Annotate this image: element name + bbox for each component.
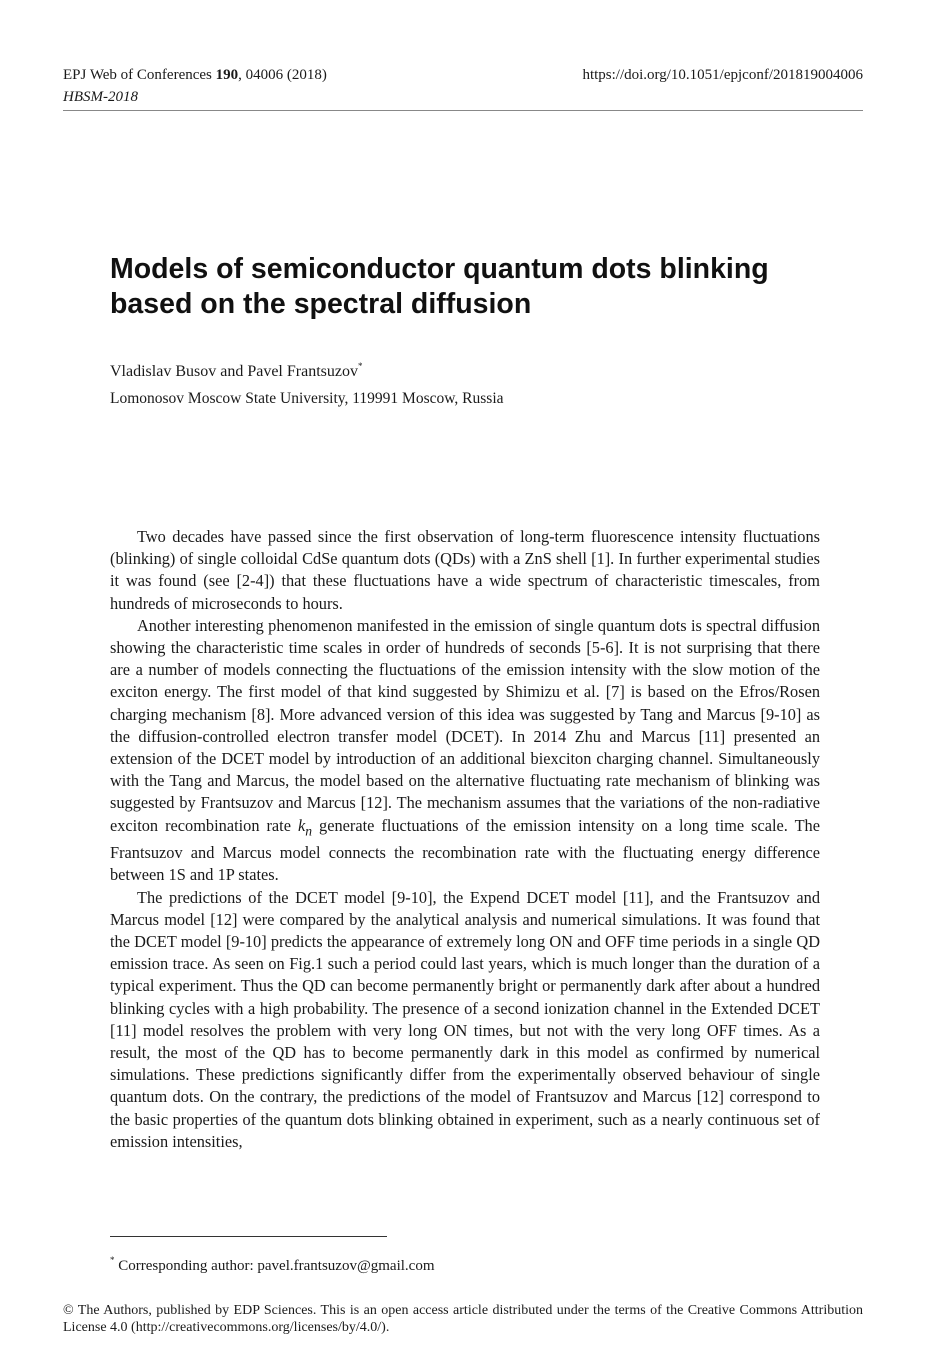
paragraph-3: The predictions of the DCET model [9-10], the Expend DCET model [11], and the Frantsuzov and Marcus model [12] were compared by the analytical analysis and numerical simulations. It was found that the DCET model [9-10] predicts the appearance of extremely long ON and OFF time periods in a single QD emission trace. As seen on Fig.1 such a period could last years, which is much longer than the duration of a typical experiment. Thus the QD can become permanently bright or permanently dark after about a hundred blinking cycles with a high probability. The presence of a second ionization channel in the Extended DCET [11] model resolves the problem with very long ON times, but not with the very long OFF times. As a result, the most of the QD has to become permanently dark in this model as confirmed by numerical simulations. These predictions significantly differ from the experimentally observed behaviour of single quantum dots. On the contrary, the predictions of the model of Frantsuzov and Marcus [12] correspond to the basic properties of the quantum dots blinking obtained in experiment, such as a nearly continuous set of emission intensities, (110, 887, 820, 1151)
author-names: Vladislav Busov and Pavel Frantsuzov (110, 363, 358, 380)
footnote-divider (110, 1236, 387, 1237)
doi-link[interactable]: https://doi.org/10.1051/epjconf/201819004006 (582, 67, 863, 83)
paragraph-2-text-b: generate fluctuations of the emission intensity on a long time scale. The Frantsuzov and Marcus model connects the recombination rate with the fluctuating energy difference between 1S and 1P states. (110, 815, 820, 885)
journal-name: EPJ Web of Conferences (63, 67, 216, 83)
title-line-1: Models of semiconductor quantum dots blinking (110, 253, 769, 285)
paragraph-1: Two decades have passed since the first observation of long-term fluorescence intensity fluctuations (blinking) of single colloidal CdSe quantum dots (QDs) with a ZnS shell [1]. In further experimental studies it was found (see [2-4]) that these fluctuations have a wide spectrum of characteristic timescales, from hundreds of microseconds to hours. (110, 527, 820, 613)
footnote (110, 1249, 435, 1277)
rate-symbol-subscript: n (305, 822, 313, 838)
footnote-mark: * (110, 1255, 115, 1265)
paragraph-2 (110, 615, 820, 887)
corresponding-mark: * (357, 361, 363, 371)
footnote-text: Corresponding author: pavel.frantsuzov@gmail.com (114, 1258, 435, 1274)
journal-volume: 190 (215, 67, 239, 83)
paper-title (110, 252, 850, 322)
author-list (110, 355, 362, 383)
conference-name: HBSM-2018 (63, 89, 138, 105)
title-line-2: based on the spectral diffusion (110, 288, 532, 320)
license-notice: © The Authors, published by EDP Sciences. This is an open access article distributed under the terms of the Creative Commons Attribution License 4.0 (http://creativecommons.org/licenses/by/4.0/). (63, 1303, 863, 1335)
journal-citation (63, 64, 327, 86)
affiliation: Lomonosov Moscow State University, 119991 Moscow, Russia (110, 390, 504, 407)
journal-issue: , 04006 (2018) (238, 67, 327, 83)
header-divider (63, 110, 863, 111)
paragraph-2-text-a: Another interesting phenomenon manifested in the emission of single quantum dots is spectral diffusion showing the characteristic time scales in order of hundreds of seconds [5-6]. It is not surprising that there are a number of models connecting the fluctuations of the emission intensity with the slow motion of the exciton energy. The first model of that kind suggested by Shimizu et al. [7] is based on the Efros/Rosen charging mechanism [8]. More advanced version of this idea was suggested by Tang and Marcus [9-10] as the diffusion-controlled electron transfer model (DCET). In 2014 Zhu and Marcus [11] presented an extension of the DCET model by introduction of an additional biexciton charging channel. Simultaneously with the Tang and Marcus, the model based on the alternative fluctuating rate mechanism of blinking was suggested by Frantsuzov and Marcus [12]. The mechanism assumes that the variations of the non-radiative exciton recombination rate (110, 615, 820, 835)
rate-symbol-base: k (297, 815, 306, 835)
rate-symbol (297, 815, 313, 838)
body-text (110, 526, 820, 1153)
